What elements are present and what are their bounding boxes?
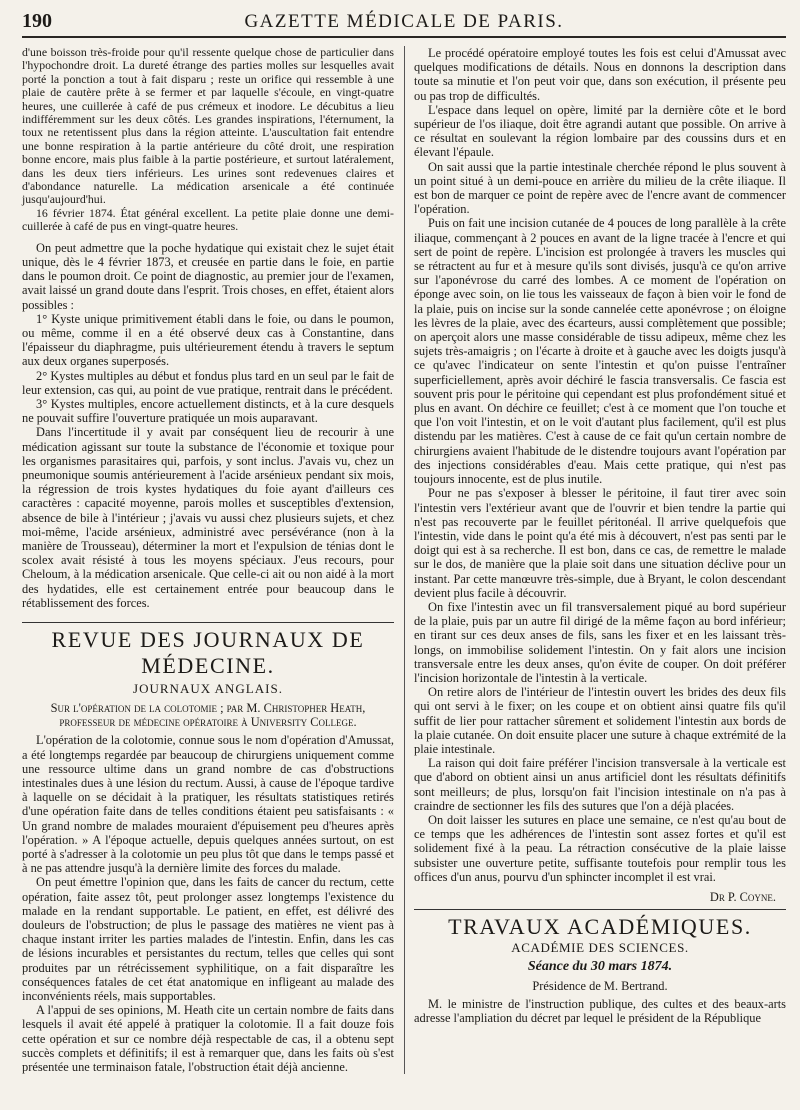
paragraph: On fixe l'intestin avec un fil transversalement piqué au bord supérieur de la plaie, puis par un autre fil dirigé de la même façon au bord inférieur; en tirant sur ces deux anses de fils, sans les fixer et en les laissant très-longs, on immobilise solidement l'intestin. On y fait alors une incision transversale entre les deux anses, qu'on évite de couper. On doit préférer l'incision horizontale de l'intestin à la verticale. [414,599,786,685]
page-number: 190 [22,10,52,32]
paragraph: On doit laisser les sutures en place une semaine, ce n'est qu'au bout de ce temps que les adhérences de l'intestin sont assez fortes et qu'il est solidement fixé à la peau. La rétraction consécutive de la plaie laisse subsister une ouverture petite, suffisante toutefois pour remplir tous les offices d'un anus, pourvu d'un sphincter incomplet il est vrai. [414,812,786,884]
paragraph: A l'appui de ses opinions, M. Heath cite un certain nombre de faits dans lesquels il avait été appelé à pratiquer la colotomie. Il a fait douze fois cette opération et sur ce nombre déjà respectable de cas, il a obtenu sept succès complets et définitifs; il est à remarquer que, dans les faits où s'est présentée une terminaison fatale, l'obstruction était déjà ancienne. [22,1003,394,1075]
paragraph: Dans l'incertitude il y avait par conséquent lieu de recourir à une médication agissant sur toute la substance de l'économie et toxique pour les organismes parasitaires qui, parfois, y sont inclus. J'avais vu, chez un pneumonique soumis antérieurement à l'acide arsénieux pendant six mois, la régression de trois kystes hydatiques du foie ayant d'ailleurs ces caractères : capacité moyenne, parois molles et susceptibles d'extension, absence de bile à l'intérieur ; j'avais vu aussi chez plusieurs sujets, et chez moi-même, l'acide arsénieux, administré avec persévérance (non à la manière de Trousseau), déterminer la mort et l'expulsion de ténias dont le scolex avait résisté à tous les moyens spéciaux. J'eus recours, pour Cheloum, à la médication arsenicale. Que celle-ci ait ou non aidé à la mort des hydatides, elle est certainement entrée pour beaucoup dans le rétablissement des forces. [22,425,394,610]
paragraph: On retire alors de l'intérieur de l'intestin ouvert les brides des deux fils qui ont servi à le fixer; on les coupe et on obtient ainsi quatre fils qu'il suffit de lier pour rattacher sûrement et solidement l'intestin aux bords de la plaie cutanée. On doit ensuite placer une suture à chaque extrémité de la plaie intestinale. [414,685,786,756]
article-heading: Sur l'opération de la colotomie ; par M. Christopher Heath, professeur de médecine opératoire à University College. [50,700,366,730]
session-date: Séance du 30 mars 1874. [527,958,673,974]
paragraph: L'espace dans lequel on opère, limité par la dernière côte et le bord supérieur de l'os iliaque, doit être agrandi autant que possible. On arrive à ce résultat en soulevant la région lombaire par des coussins durs et en élevant l'épaule. [414,102,786,160]
paragraph: 3° Kystes multiples, encore actuellement distincts, et à la cure desquels ne pouvait suffire l'ouverture pratiquée un mois auparavant. [22,396,394,426]
section-title-travaux: TRAVAUX ACADÉMIQUES. [448,913,752,939]
section-title-revue: REVUE DES JOURNAUX DE MÉDECINE. [22,622,394,679]
page-header [22,10,786,38]
paragraph: M. le ministre de l'instruction publique, des cultes et des beaux-arts adresse l'ampliation du décret par lequel le président de la République [414,996,786,1026]
paragraph: On sait aussi que la partie intestinale cherchée répond le plus souvent à un point situé à un demi-pouce en arrière du milieu de la crête iliaque. Il est bon de marquer ce point de repère avec de l'encre avant de commencer l'opération. [414,159,786,217]
paragraph: On peut émettre l'opinion que, dans les faits de cancer du rectum, cette opération, faite assez tôt, peut prolonger assez longtemps l'existence du malade en la rendant supportable. Le patient, en effet, est délivré des douleurs de l'obstruction; de plus le passage des matières ne vient pas à chaque instant irriter les parties malades de l'intestin. Enfin, dans les cas de lésions incurables et persistantes du rectum, telles que celles qui sont produites par un rétrécissement syphilitique, on a fait disparaître les conséquences fatales de cet état anatomique en infligeant au malade des inconvénients réels, mais supportables. [22,875,394,1004]
paragraph: Pour ne pas s'exposer à blesser le péritoine, il faut tirer avec soin l'intestin vers l'extérieur avant que de l'ouvrir et bien tendre la partie qui n'est pas recouverte par le feuillet péritonéal. Il arrive quelquefois que l'intestin, vide dans le point qu'a été mis à découvert, n'est pas senti par le doigt qui est à sa recherche. Il est bon, dans ce cas, de remettre le malade sur le dos, de manière que la plaie soit dans une situation déclive pour un instant. Par cette manœuvre très-simple, due à Bryant, le colon descendant devient plus facile à découvrir. [414,486,786,600]
paragraph: 2° Kystes multiples au début et fondus plus tard en un seul par le fait de leur extension, cas qui, au point de vue pratique, rentrait dans le précédent. [22,368,394,397]
divider [414,909,786,910]
journal-title: GAZETTE MÉDICALE DE PARIS. [244,11,564,32]
section-subtitle: ACADÉMIE DES SCIENCES. [511,939,689,955]
two-column-body [22,46,786,1074]
left-column [22,46,394,1074]
paragraph: Le procédé opératoire employé toutes les fois est celui d'Amussat avec quelques modifications de détails. Nous en donnons la description dans toute sa minutie et l'on peut voir que, dans son exécution, il présente peu ou pas trop de difficultés. [414,46,786,103]
right-column [404,46,786,1074]
paragraph: 16 février 1874. État général excellent. La petite plaie donne une demi-cuillerée à café de pus en vingt-quatre heures. [22,205,394,234]
paragraph: On peut admettre que la poche hydatique qui existait chez le sujet était unique, dès le 4 février 1873, et creusée en partie dans le foie, en partie dans le poumon droit. Ce point de diagnostic, au premier jour de l'examen, avait laissé un grand doute dans l'esprit. Trois choses, en effet, étaient alors possibles : [22,240,394,312]
paragraph: 1° Kyste unique primitivement établi dans le foie, ou dans le poumon, ou même, comme il en a été observé deux cas à Constantine, dans l'épaisseur du diaphragme, puis ultérieurement étendu à travers le septum aux deux organes superposés. [22,311,394,369]
section-subtitle: JOURNAUX ANGLAIS. [133,680,283,696]
paragraph: La raison qui doit faire préférer l'incision transversale à la verticale est que d'abord on obtient ainsi un anus artificiel dont les résultats définitifs sont meilleurs; de plus, lorsqu'on fait l'incision intestinale on n'a pas à craindre de sectionner les fils des sutures que l'on a déjà placées. [414,756,786,813]
presidency-line: Présidence de M. Bertrand. [532,978,668,993]
paragraph: d'une boisson très-froide pour qu'il ressente quelque chose de particulier dans l'hypochondre droit. La dureté étrange des parties molles sur lesquelles avait porté la ponction a tout à fait disparu ; reste un orifice qui ressemble à une plaie de cautère prête à se fermer et par laquelle s'écoule, en vingt-quatre heures, une cuillerée à café de pus crémeux et inodore. Le décubitus a lieu indifféremment sur les deux côtés. Les grandes inspirations, l'éternument, la toux ne retentissent plus dans la région atteinte. L'auscultation fait entendre une bonne respiration à la partie antérieure du côté droit, une respiration bonne encore, mais plus faible à la partie postérieure, et surtout latéralement, dans les deux tiers inférieurs. Les urines sont redevenues claires et d'abondance naturelle. La médication arsenicale a été continuée jusqu'aujourd'hui. [22,45,394,207]
paragraph: Puis on fait une incision cutanée de 4 pouces de long parallèle à la crête iliaque, commençant à 2 pouces en avant de la ligne tracée à l'encre et qui sert de point de repère. L'incision est prolongée à travers les muscles qui se rétractent au fur et à mesure qu'ils sont divisés, jusqu'à ce qu'on arrive sur l'aponévrose du carré des lombes. A ce moment de l'opération on éponge avec soin, on lie tous les vaisseaux de façon à bien voir le fond de la plaie, puis on incise sur la sonde cannelée cette aponévrose ; on éloigne les lèvres de la plaie, avec des écarteurs, aussi complètement que possible; on aperçoit alors une masse considérable de tissu adipeux, même chez les sujets très-amaigris ; on l'écarte à droite et à gauche avec les doigts jusqu'à ce qu'avec l'indicateur on sente l'intestin et qu'on puisse l'entraîner superficiellement, après avoir déchiré le fascia transversalis. Ce fascia est souvent pris pour le péritoine qui cependant est plus profondément situé et plus en avant. On déchire ce feuillet; c'est à ce moment que l'on touche et que l'on voit l'intestin, et on le voit d'autant plus facilement, qu'il est plus distendu par les matières. C'est à cause de ce fait qu'un certain nombre de chirurgiens avaient l'habitude de le distendre toujours avant l'opération par des injections considérables d'eau. Mais cette pratique, qui n'est pas toujours innocente, est de plus inutile. [414,216,786,487]
paragraph: L'opération de la colotomie, connue sous le nom d'opération d'Amussat, a été longtemps regardée par beaucoup de chirurgiens uniquement comme une ressource ultime dans un grand nombre de cas d'obstructions intestinales dues à une lésion du rectum. Aussi, à cause de l'époque tardive à laquelle on se décidait à la pratiquer, les résultats statistiques retirés d'une opération faite dans de telles conditions étaient peu satisfaisants : « Un grand nombre de malades mouraient d'épuisement peu d'heures après l'opération. » A l'époque actuelle, depuis quelques années surtout, on est porté à s'adresser à la colotomie un peu plus tôt que dans le temps passé et à ne pas attendre jusqu'à la dernière limite des forces du malade. [22,733,394,876]
author-signature: Dr P. Coyne. [709,889,776,904]
